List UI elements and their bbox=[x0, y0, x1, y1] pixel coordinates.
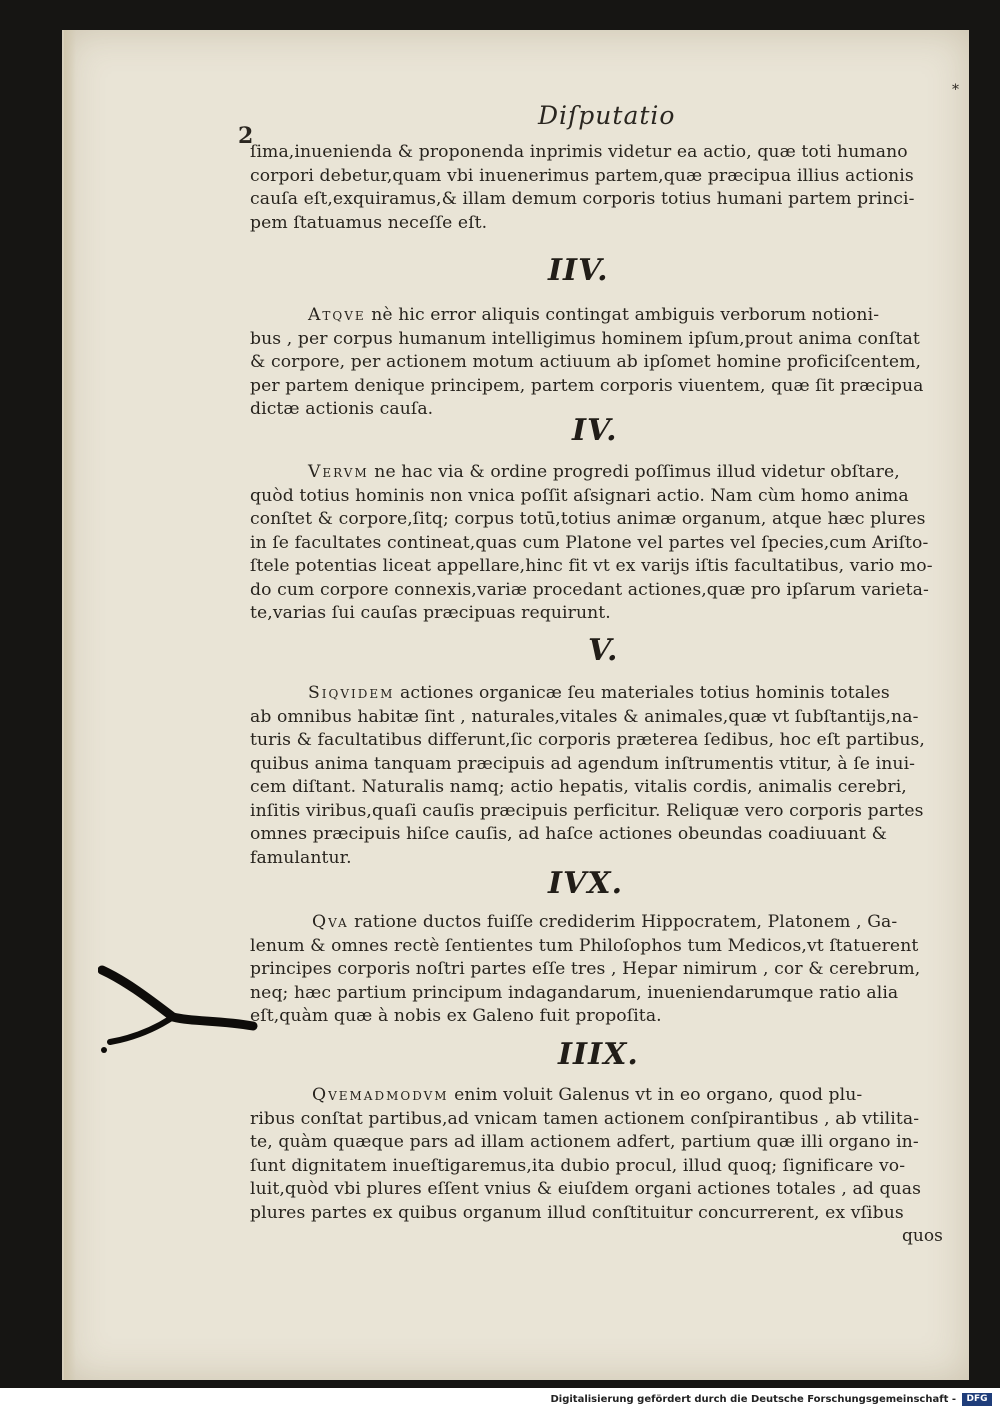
text-line: enim voluit Galenus vt in eo organo, quod plu- bbox=[448, 1085, 863, 1105]
text-line: famulantur. bbox=[250, 847, 352, 868]
digitization-credit: Digitalisierung gefördert durch die Deutsche Forschungsgemeinschaft - bbox=[550, 1394, 956, 1405]
text-line: cem diſtant. Naturalis namq; actio hepatis, vitalis cordis, animalis cerebri, bbox=[250, 777, 907, 797]
text-line: bus , per corpus humanum intelligimus hominem ipſum,prout anima conſtat bbox=[250, 328, 920, 349]
first-word: Qva bbox=[312, 912, 349, 932]
text-line: & corpore, per actionem motum actiuum ab ipſomet homine proficiſcentem, bbox=[250, 352, 922, 372]
margin-pointer-mark bbox=[98, 962, 258, 1062]
text-line: omnes præcipuis hiſce cauſis, ad haſce actiones obeundas coadiuuant & bbox=[250, 824, 887, 844]
first-word: Vervm bbox=[308, 462, 369, 482]
text-line: neq; hæc partium principum indagandarum, inueniendarumque ratio alia bbox=[250, 982, 899, 1003]
text-line: pem ſtatuamus neceſſe eſt. bbox=[250, 212, 488, 233]
first-word: Qvemadmodvm bbox=[312, 1085, 449, 1105]
text-line: principes corporis noſtri partes eſſe tres , Hepar nimirum , cor & cerebrum, bbox=[250, 959, 921, 979]
text-line: corpori debetur,quam vbi inuenerimus partem,quæ præcipua illius actionis bbox=[250, 165, 914, 186]
text-line: do cum corpore connexis,variæ procedant actiones,quæ pro ipſarum varieta- bbox=[250, 579, 929, 600]
text-line: eſt,quàm quæ à nobis ex Galeno fuit propoſita. bbox=[250, 1006, 662, 1026]
paragraph bbox=[250, 461, 950, 626]
text-line: lenum & omnes rectè ſentientes tum Philoſophos tum Medicos,vt ſtatuerent bbox=[250, 935, 919, 956]
text-line: ne hac via & ordine progredi poſſimus illud videtur obſtare, bbox=[368, 462, 900, 482]
text-line: in ſe facultates contineat,quas cum Platone vel partes vel ſpecies,cum Ariſto- bbox=[250, 532, 929, 553]
section-numeral: IVX. bbox=[548, 866, 624, 901]
section-numeral: IV. bbox=[572, 413, 618, 448]
paragraph bbox=[250, 682, 950, 870]
text-line: te, quàm quæque pars ad illam actionem adfert, partium quæ illi organo in- bbox=[250, 1132, 919, 1152]
paragraph bbox=[250, 1084, 950, 1225]
text-line: dictæ actionis cauſa. bbox=[250, 399, 434, 419]
section-numeral: V. bbox=[588, 633, 619, 668]
text-line: ſunt dignitatem inueſtigaremus,ita dubio procul, illud quoq; ſignificare vo- bbox=[250, 1155, 906, 1176]
page-gutter-shadow bbox=[64, 30, 76, 1380]
text-line: te,varias ſui cauſas præcipuas requirunt. bbox=[250, 603, 611, 623]
text-line: plures partes ex quibus organum illud conſtituitur concurrerent, ex vſibus bbox=[250, 1202, 904, 1223]
corner-mark: * bbox=[952, 82, 959, 98]
text-line: ſima,inuenienda & proponenda inprimis videtur ea actio, quæ toti humano bbox=[250, 142, 908, 162]
section-numeral: IIIX. bbox=[558, 1037, 639, 1072]
text-line: ab omnibus habitæ ſint , naturales,vitales & animales,quæ vt ſubſtantijs,na- bbox=[250, 706, 919, 727]
text-line: turis & facultatibus differunt,ſic corporis præterea ſedibus, hoc eſt partibus, bbox=[250, 730, 925, 750]
text-line: conſtet & corpore,ſitq; corpus totū,totius animæ organum, atque hæc plures bbox=[250, 509, 926, 529]
section-numeral: IIV. bbox=[548, 253, 609, 288]
first-word: Atqve bbox=[308, 305, 366, 325]
text-line: quòd totius hominis non vnica poſſit aſsignari actio. Nam cùm homo anima bbox=[250, 485, 909, 506]
paragraph bbox=[250, 304, 950, 422]
text-line: actiones organicæ ſeu materiales totius hominis totales bbox=[394, 683, 890, 703]
text-line: nè hic error aliquis contingat ambiguis verborum notioni- bbox=[365, 305, 880, 325]
paragraph-continuation bbox=[250, 141, 950, 235]
page-number: 2 bbox=[238, 123, 254, 149]
running-head: Diſputatio bbox=[538, 101, 676, 130]
paragraph bbox=[250, 911, 950, 1029]
text-line: inſitis viribus,quaſi cauſis præcipuis perficitur. Reliquæ vero corporis partes bbox=[250, 800, 924, 821]
dfg-logo: DFG bbox=[962, 1393, 992, 1406]
catchword: quos bbox=[902, 1226, 943, 1246]
text-line: luit,quòd vbi plures eſſent vnius & eiuſdem organi actiones totales , ad quas bbox=[250, 1179, 921, 1199]
text-line: ſtele potentias liceat appellare,hinc fit vt ex varijs iſtis facultatibus, vario mo- bbox=[250, 556, 933, 576]
text-line: ratione ductos fuiſſe crediderim Hippocratem, Platonem , Ga- bbox=[348, 912, 898, 932]
text-line: cauſa eſt,exquiramus,& illam demum corporis totius humani partem princi- bbox=[250, 189, 915, 209]
first-word: Siqvidem bbox=[308, 683, 395, 703]
text-line: quibus anima tanquam præcipuis ad agendum inſtrumentis vtitur, à ſe inui- bbox=[250, 753, 916, 774]
text-line: per partem denique principem, partem corporis viuentem, quæ ſit præcipua bbox=[250, 375, 924, 396]
text-line: ribus conſtat partibus,ad vnicam tamen actionem conſpirantibus , ab vtilita- bbox=[250, 1108, 920, 1129]
